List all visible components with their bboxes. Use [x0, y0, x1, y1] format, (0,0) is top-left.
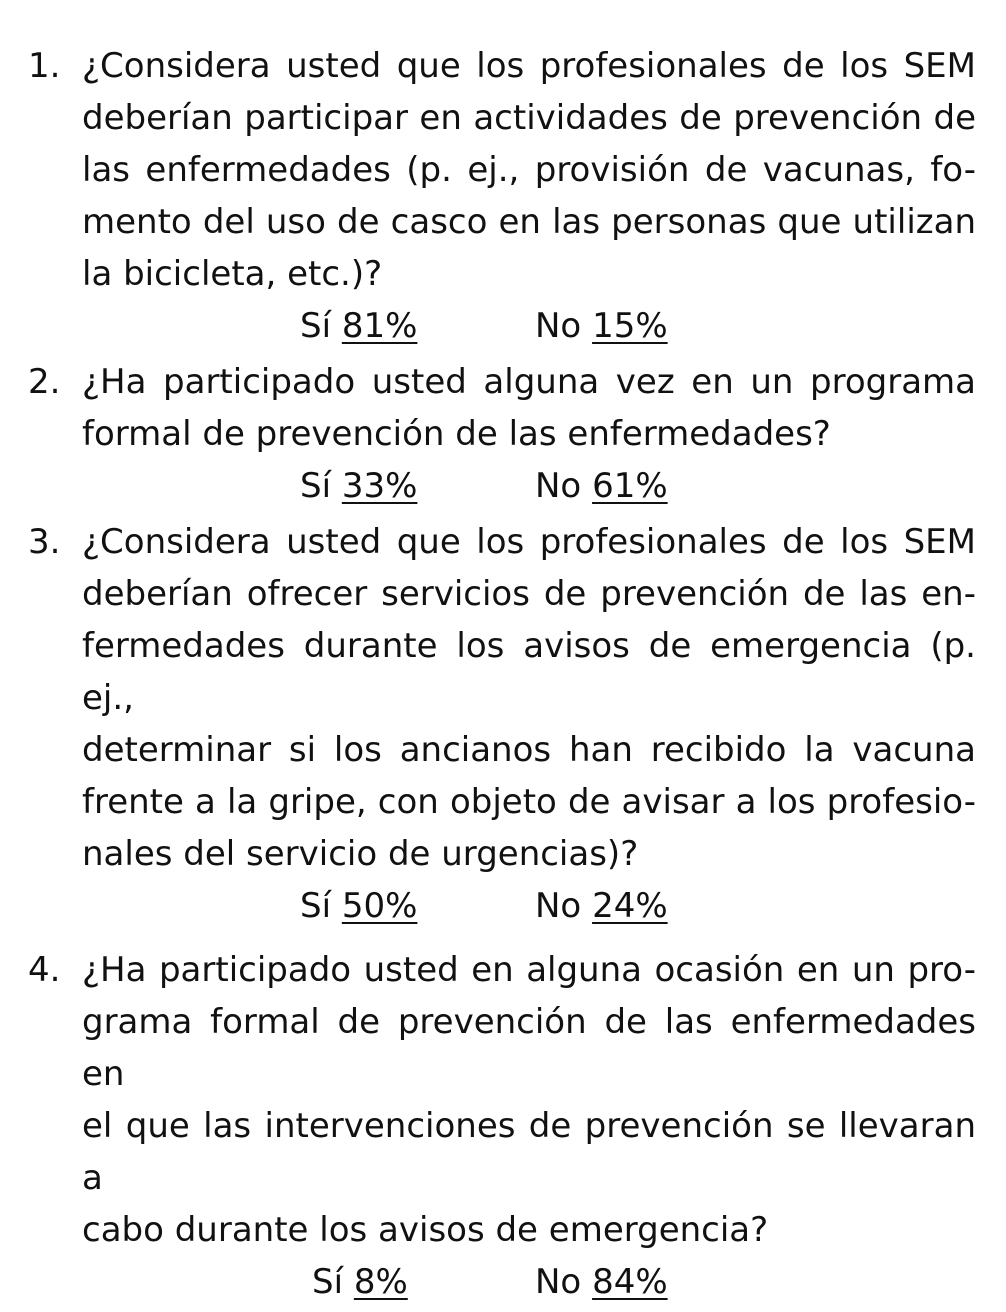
question-2 [0, 356, 1006, 516]
no-label: No [535, 306, 582, 346]
question-text [82, 40, 976, 300]
answer-row [0, 880, 1006, 936]
answer-row [0, 300, 1006, 356]
question-line: fermedades durante los avisos de emergencia (p. ej., [82, 626, 976, 718]
yes-label: Sí [312, 1262, 344, 1302]
question-text [82, 944, 976, 1256]
question-line: las enfermedades (p. ej., provisión de vacunas, fo- [82, 150, 976, 190]
no-percentage: 24% [592, 886, 668, 926]
question-line: ¿Ha participado usted en alguna ocasión en un pro- [82, 950, 976, 990]
question-line: deberían ofrecer servicios de prevención de las en- [82, 574, 976, 614]
yes-percentage: 50% [341, 886, 418, 926]
no-label: No [535, 1262, 582, 1302]
question-number: 3. [28, 522, 61, 562]
question-line: grama formal de prevención de las enfermedades en [82, 1002, 976, 1094]
question-number: 4. [28, 950, 61, 990]
answer-yes [300, 880, 417, 932]
yes-percentage: 81% [341, 306, 418, 346]
answer-row [0, 460, 1006, 516]
no-label: No [535, 886, 582, 926]
question-line: la bicicleta, etc.)? [82, 254, 383, 294]
yes-percentage: 8% [353, 1262, 408, 1302]
question-line: formal de prevención de las enfermedades? [82, 414, 831, 454]
question-1 [0, 40, 1006, 356]
question-line: determinar si los ancianos han recibido la vacuna [82, 730, 976, 770]
yes-label: Sí [300, 306, 332, 346]
question-3 [0, 516, 1006, 936]
question-line: ¿Considera usted que los profesionales de los SEM [82, 46, 976, 86]
no-percentage: 61% [592, 466, 668, 506]
question-line: el que las intervenciones de prevención se llevaran a [82, 1106, 976, 1198]
question-line: deberían participar en actividades de prevención de [82, 98, 976, 138]
yes-label: Sí [300, 466, 332, 506]
question-line: ¿Considera usted que los profesionales de los SEM [82, 522, 976, 562]
yes-label: Sí [300, 886, 332, 926]
question-line: frente a la gripe, con objeto de avisar a los profesio- [82, 782, 976, 822]
yes-percentage: 33% [341, 466, 418, 506]
no-percentage: 84% [592, 1262, 668, 1302]
question-text [82, 356, 976, 460]
question-number: 1. [28, 46, 61, 86]
question-line: ¿Ha participado usted alguna vez en un programa [82, 362, 976, 402]
question-line: nales del servicio de urgencias)? [82, 834, 639, 874]
no-label: No [535, 466, 582, 506]
answer-no [535, 1256, 668, 1308]
answer-yes [300, 300, 417, 352]
answer-yes [300, 460, 417, 512]
answer-no [535, 460, 668, 512]
answer-row [0, 1256, 1006, 1312]
question-line: mento del uso de casco en las personas que utilizan [82, 202, 976, 242]
question-number: 2. [28, 362, 61, 402]
question-text [82, 516, 976, 880]
no-percentage: 15% [592, 306, 668, 346]
question-4 [0, 944, 1006, 1312]
answer-no [535, 300, 668, 352]
answer-no [535, 880, 668, 932]
question-line: cabo durante los avisos de emergencia? [82, 1210, 769, 1250]
answer-yes [312, 1256, 408, 1308]
